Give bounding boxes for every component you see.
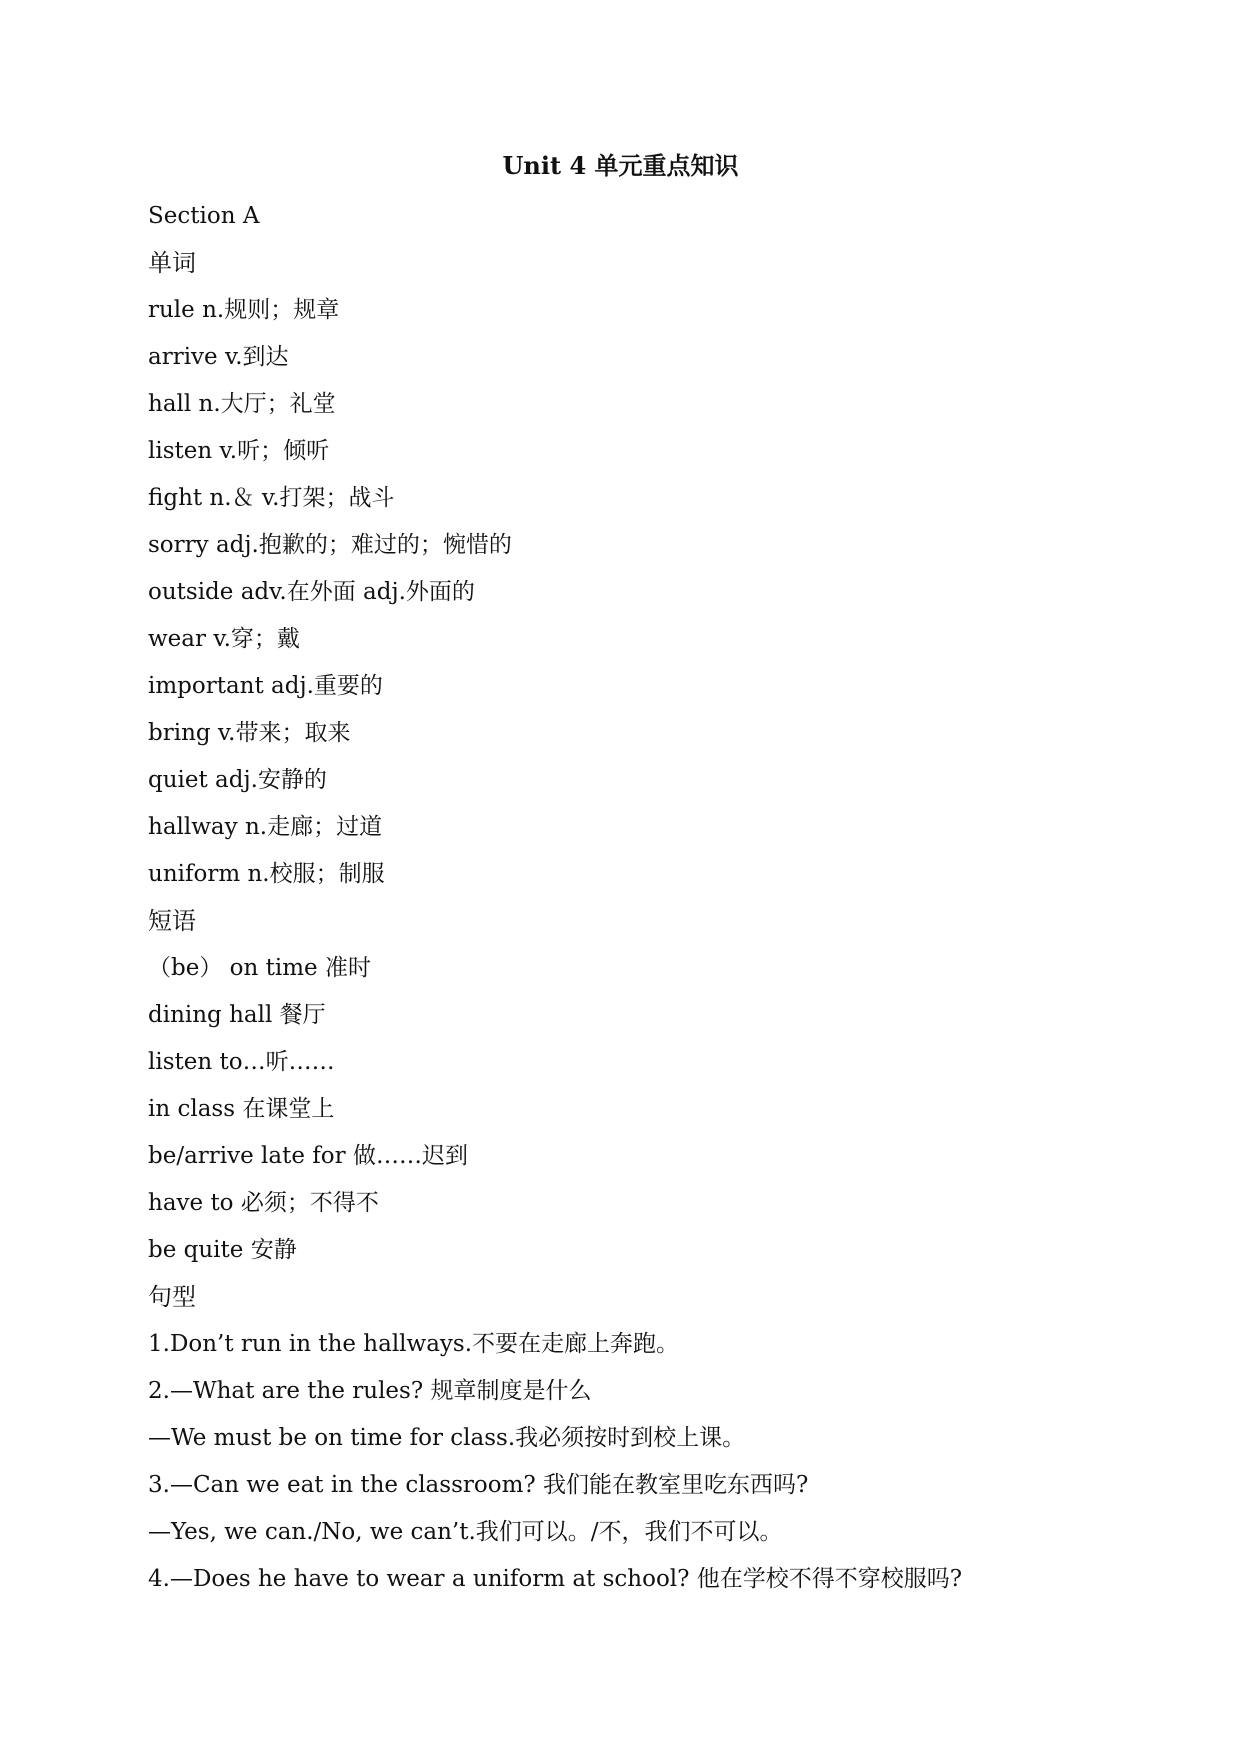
vocab-item: outside adv.在外面 adj.外面的 <box>148 579 475 605</box>
vocab-heading: 单词 <box>148 249 196 277</box>
vocab-item: rule n.规则；规章 <box>148 297 340 323</box>
sentence-item: 2.—What are the rules? 规章制度是什么 <box>148 1378 592 1404</box>
vocab-item: arrive v.到达 <box>148 344 289 370</box>
vocab-item: uniform n.校服；制服 <box>148 861 385 887</box>
document-body <box>148 193 1148 1603</box>
phrase-item: （be） on time 准时 <box>148 955 371 981</box>
sentence-item: —Yes, we can./No, we can’t.我们可以。/不，我们不可以。 <box>148 1519 783 1545</box>
vocab-item: important adj.重要的 <box>148 673 383 699</box>
sentence-item: 1.Don’t run in the hallways.不要在走廊上奔跑。 <box>148 1331 680 1357</box>
sentence-item: 3.—Can we eat in the classroom? 我们能在教室里吃东西吗? <box>148 1472 809 1498</box>
vocab-item: fight n.＆ v.打架；战斗 <box>148 485 395 511</box>
vocab-item: hallway n.走廊；过道 <box>148 814 383 840</box>
sentences-heading: 句型 <box>148 1283 196 1311</box>
phrase-item: be quite 安静 <box>148 1237 297 1263</box>
vocab-item: quiet adj.安静的 <box>148 767 327 793</box>
vocab-item: listen v.听；倾听 <box>148 438 330 464</box>
sentence-item: —We must be on time for class.我必须按时到校上课。 <box>148 1425 746 1451</box>
vocab-item: wear v.穿；戴 <box>148 626 300 652</box>
phrases-heading: 短语 <box>148 907 196 935</box>
vocab-item: bring v.带来；取来 <box>148 720 351 746</box>
vocab-item: sorry adj.抱歉的；难过的；惋惜的 <box>148 532 512 558</box>
page-title: Unit 4 单元重点知识 <box>502 151 739 180</box>
phrase-item: listen to…听…… <box>148 1049 335 1075</box>
phrase-item: have to 必须；不得不 <box>148 1190 379 1216</box>
section-label: Section A <box>148 203 260 229</box>
phrase-item: in class 在课堂上 <box>148 1096 335 1122</box>
vocab-item: hall n.大厅；礼堂 <box>148 391 336 417</box>
phrase-item: be/arrive late for 做……迟到 <box>148 1143 468 1169</box>
sentence-item: 4.—Does he have to wear a uniform at school? 他在学校不得不穿校服吗? <box>148 1566 963 1592</box>
phrase-item: dining hall 餐厅 <box>148 1002 326 1028</box>
